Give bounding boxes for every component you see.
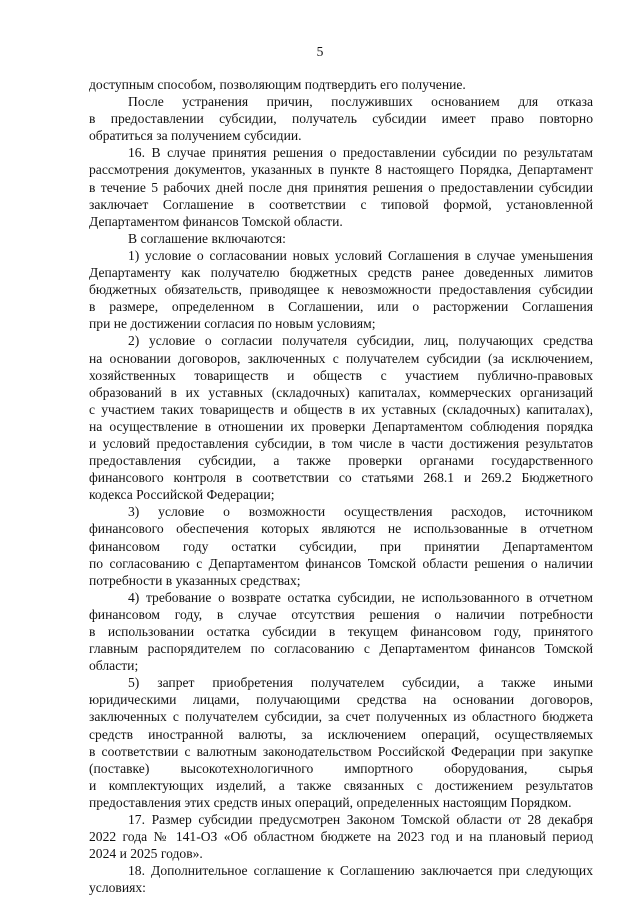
- text-line: 4) требование о возврате остатка субсидии, не использованного в отчетном: [128, 589, 593, 605]
- text-line: 16. В случае принятия решения о предоставлении субсидии по результатам: [128, 145, 593, 161]
- text-line: бюджетных обязательств, приводящее к невозможности предоставления субсидии: [89, 282, 593, 298]
- text-line: финансовом году остатки субсидии, при принятии Департаментом: [89, 538, 593, 554]
- text-line: заключает Соглашение в соответствии с типовой формой, установленной: [89, 196, 593, 212]
- text-line: потребности в указанных средствах;: [89, 572, 301, 588]
- text-line: в использовании остатка субсидии в текущем финансовом году, принятого: [89, 624, 593, 639]
- text-line: обратиться за получением субсидии.: [89, 128, 302, 144]
- text-line: кодекса Российской Федерации;: [89, 487, 275, 503]
- text-line: Департаментом финансов Томской области.: [89, 213, 343, 229]
- text-line: финансового обеспечения которых являются не использованные в отчетном: [89, 521, 593, 537]
- text-line: средств иностранной валюты, за исключением операций, осуществляемых: [89, 726, 593, 742]
- text-line: в предоставлении субсидии, получатель субсидии имеет право повторно: [89, 111, 593, 127]
- document-body: [89, 76, 593, 897]
- text-line: заключенных с получателем субсидии, за счет полученных из областного бюджета: [89, 709, 593, 725]
- text-line: и условий предоставления субсидии, в том числе в части достижения результатов: [89, 435, 593, 451]
- page-number: 5: [316, 44, 324, 59]
- text-line: доступным способом, позволяющим подтвердить его получение.: [89, 77, 466, 92]
- text-line: рассмотрения документов, указанных в пункте 8 настоящего Порядка, Департамент: [89, 162, 593, 178]
- text-line: финансовом году, в случае отсутствия решения о наличии потребности: [89, 606, 593, 622]
- text-line: на осуществление в отношении их проверки Департаментом соблюдения порядка: [89, 418, 593, 434]
- text-line: предоставления этих средств иных операций, определенных настоящим Порядком.: [89, 794, 572, 810]
- text-line: В соглашение включаются:: [128, 230, 286, 246]
- text-line: образований в их уставных (складочных) капиталах, коммерческих организаций: [89, 384, 593, 400]
- text-line: 2) условие о согласии получателя субсидии, лиц, получающих средства: [128, 333, 593, 349]
- text-line: 5) запрет приобретения получателем субсидии, а также иными: [128, 675, 593, 691]
- text-line: хозяйственных товариществ и обществ с участием публично-правовых: [89, 367, 593, 383]
- text-line: в соответствии с валютным законодательством Российской Федерации при закупке: [89, 743, 593, 759]
- text-line: условиях:: [89, 880, 146, 896]
- text-line: 2022 года № 141-ОЗ «Об областном бюджете на 2023 год и на плановый период: [89, 829, 593, 845]
- text-line: с участием таких товариществ и обществ в их уставных (складочных) капиталах),: [89, 401, 593, 417]
- text-line: (поставке) высокотехнологичного импортного оборудования, сырья: [89, 760, 593, 776]
- text-line: 1) условие о согласовании новых условий Соглашения в случае уменьшения: [128, 247, 593, 263]
- text-line: в течение 5 рабочих дней после дня принятия решения о предоставлении субсидии: [89, 179, 593, 195]
- text-line: 3) условие о возможности осуществления расходов, источником: [128, 504, 593, 520]
- text-line: области;: [89, 658, 139, 674]
- text-line: финансового контроля в соответствии со статьями 268.1 и 269.2 Бюджетного: [89, 470, 593, 486]
- text-line: предоставления субсидии, а также проверки органами государственного: [89, 453, 593, 469]
- text-line: главным распорядителем по согласованию с Департаментом финансов Томской: [89, 641, 593, 657]
- text-line: юридическими лицами, получающими средства на основании договоров,: [89, 692, 593, 708]
- text-line: 2024 и 2025 годов».: [89, 846, 203, 862]
- text-line: 18. Дополнительное соглашение к Соглашению заключается при следующих: [128, 863, 593, 879]
- text-line: Департаменту как получателю бюджетных средств ранее доведенных лимитов: [89, 265, 593, 281]
- text-line: по согласованию с Департаментом финансов Томской области решения о наличии: [89, 555, 593, 571]
- text-line: После устранения причин, послуживших основанием для отказа: [128, 94, 593, 110]
- text-line: при не достижении согласия по новым условиям;: [89, 316, 376, 332]
- text-line: в размере, определенном в Соглашении, или о расторжении Соглашения: [89, 299, 593, 315]
- text-line: на основании договоров, заключенных с получателем субсидии (за исключением,: [89, 350, 593, 366]
- text-line: 17. Размер субсидии предусмотрен Законом Томской области от 28 декабря: [128, 812, 593, 828]
- text-line: и комплектующих изделий, а также связанных с достижением результатов: [89, 777, 593, 793]
